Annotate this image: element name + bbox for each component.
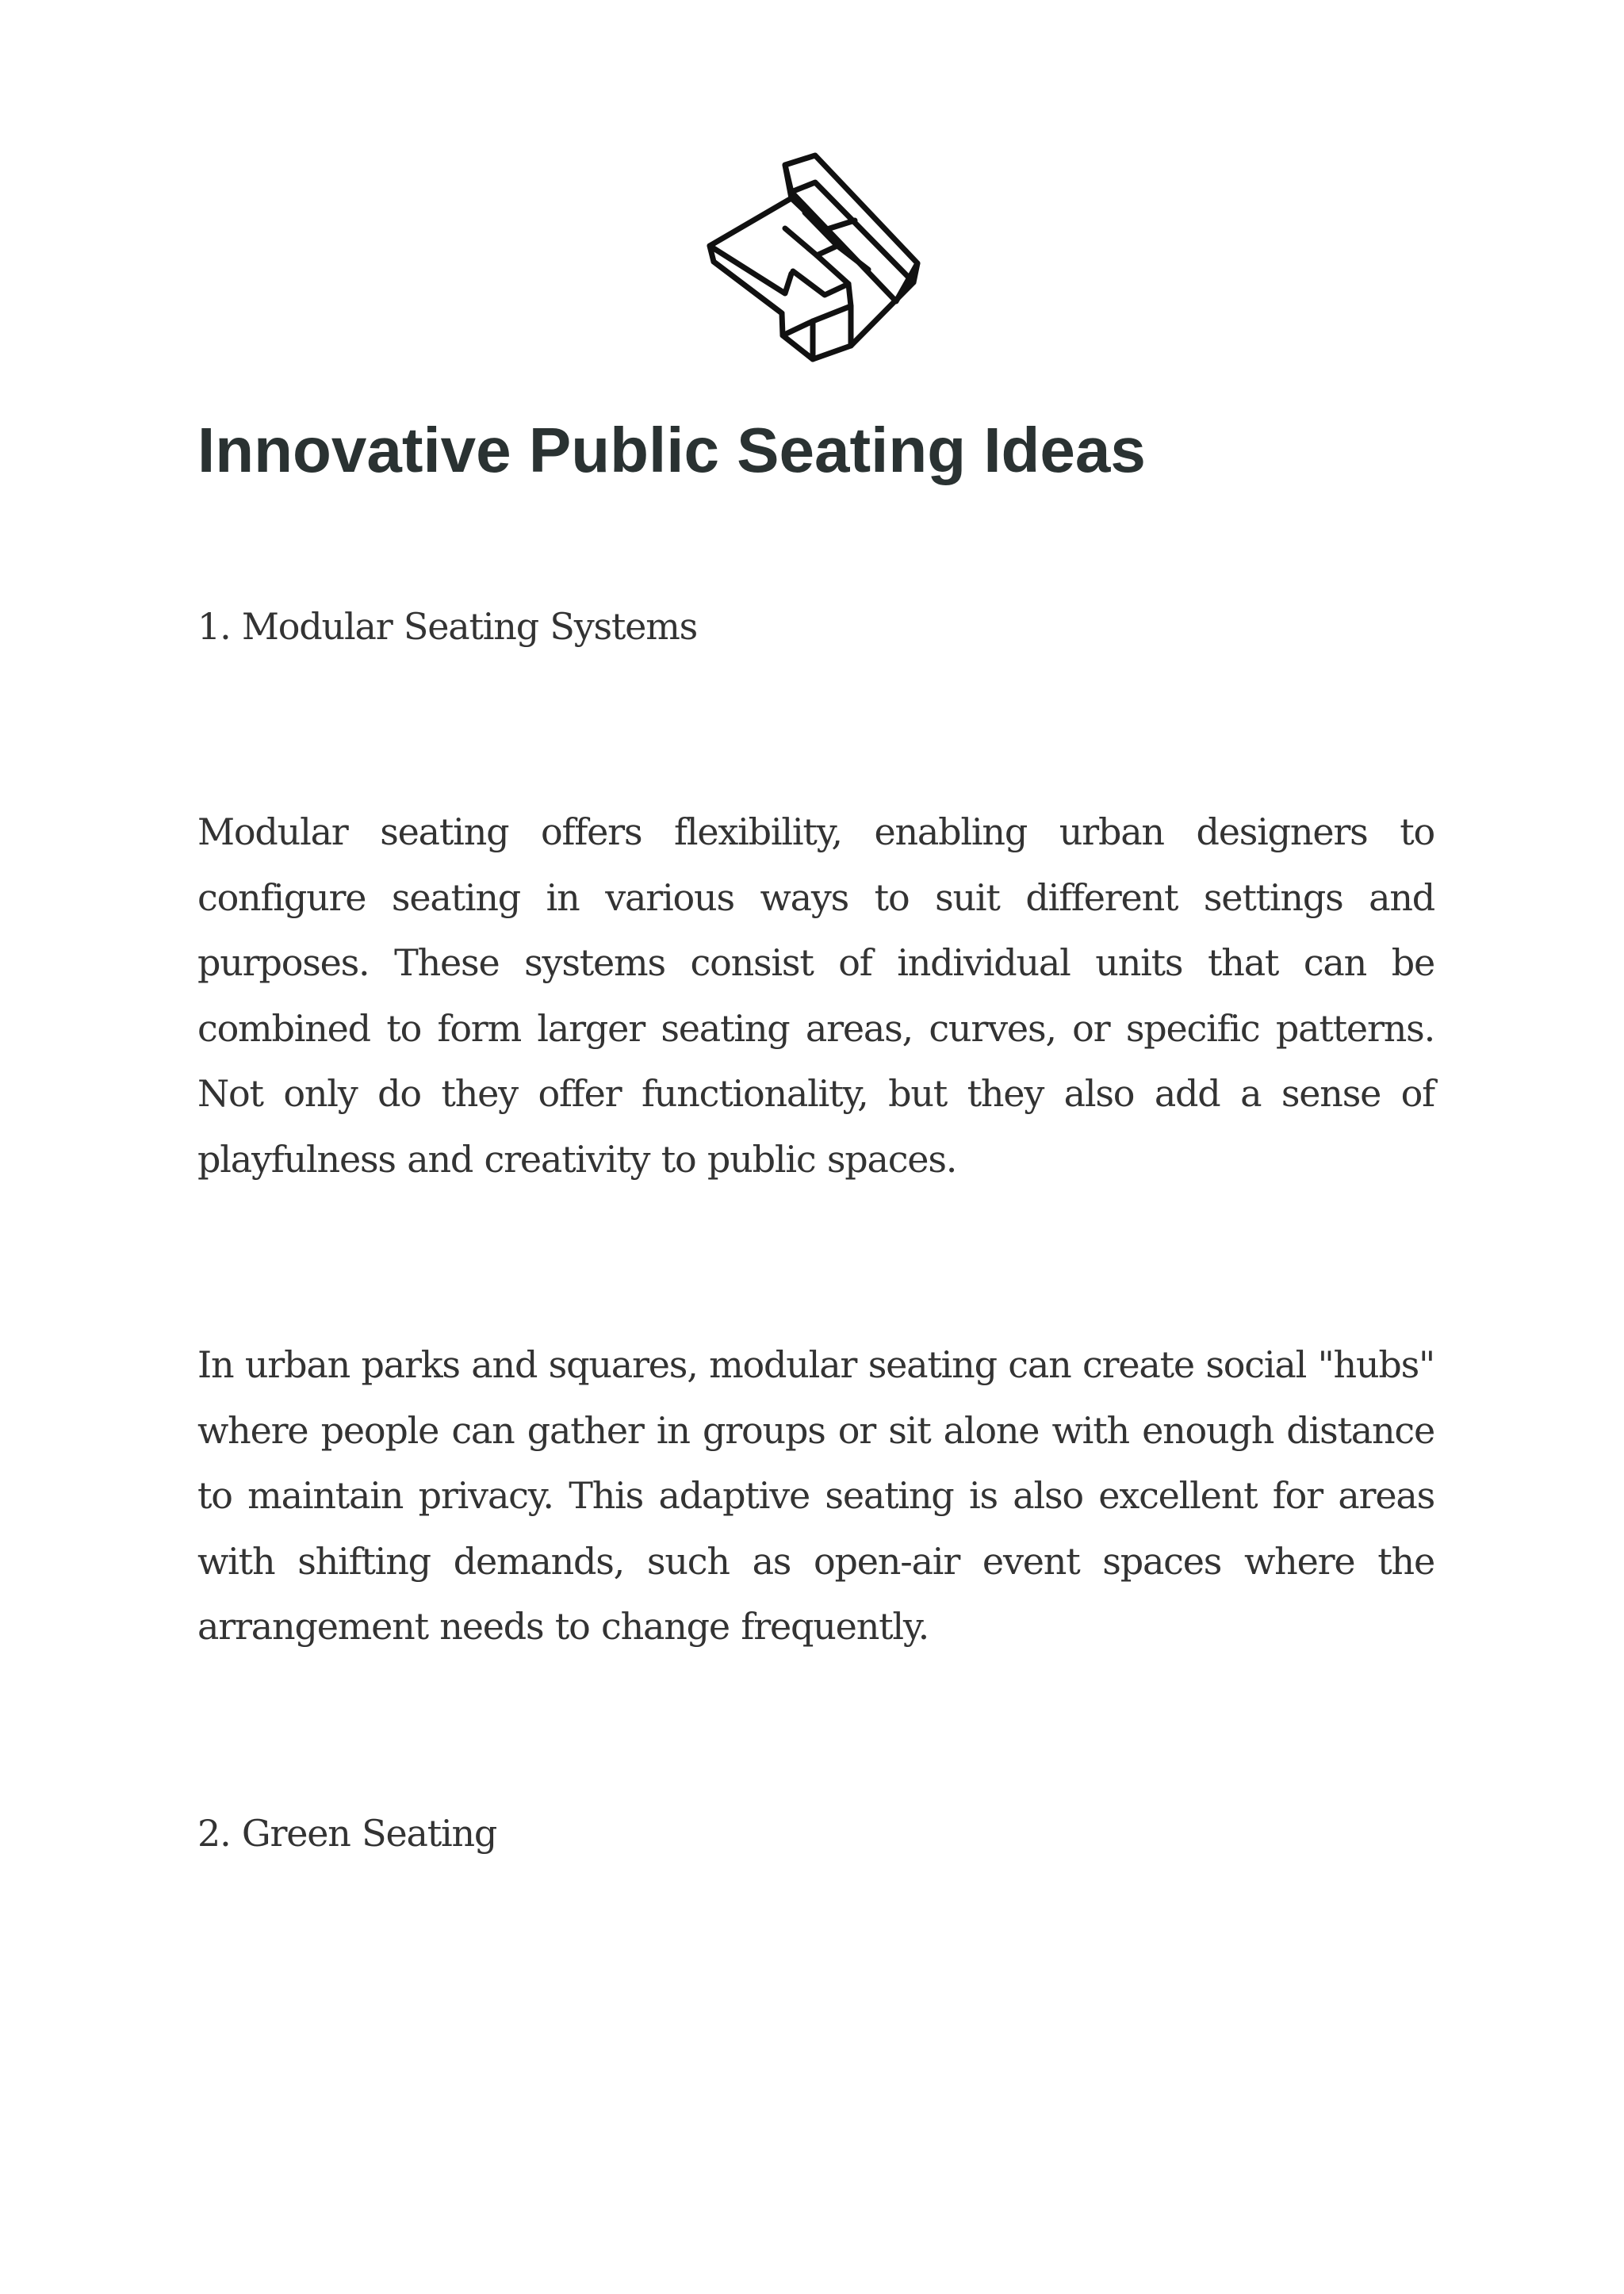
isometric-blocks-logo-icon bbox=[698, 151, 936, 381]
section-heading-green-seating: 2. Green Seating bbox=[197, 1812, 497, 1855]
paragraph-modular-seating-intro: Modular seating offers flexibility, enabling urban designers to configure seating in various ways to suit different settings and purposes. These systems consist of individual units that can be combined to form larger seating areas, curves, or specific patterns. Not only do they offer functionality, but they also add a sense of playfulness and creativity to public spaces. bbox=[197, 810, 1434, 1181]
document-title: Innovative Public Seating Ideas bbox=[197, 415, 1146, 485]
section-heading-modular-seating: 1. Modular Seating Systems bbox=[197, 605, 698, 648]
paragraph-modular-seating-urban-parks: In urban parks and squares, modular seating can create social "hubs" where people can gather in groups or sit alone with enough distance to maintain privacy. This adaptive seating is also excellent for areas with shifting demands, such as open-air event spaces where the arrangement needs to change frequently. bbox=[197, 1343, 1434, 1648]
